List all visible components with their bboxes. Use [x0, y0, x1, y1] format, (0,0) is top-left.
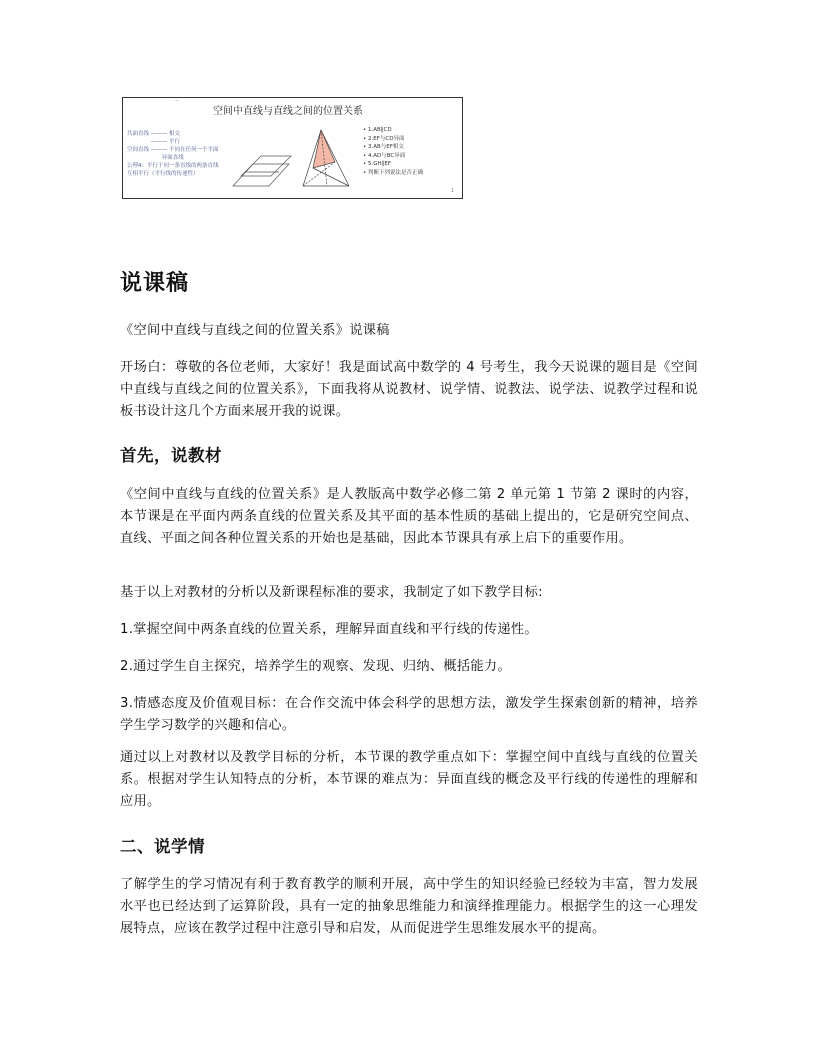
- slide-right-line: • 4.AD与BC异面: [363, 152, 406, 159]
- goal-item-2: 2.通过学生自主探究，培养学生的观察、发现、归纳、概括能力。: [120, 659, 511, 674]
- slide-top-mark: ··: [175, 98, 179, 105]
- slide-right-line: • 2.EF与CD异面: [363, 135, 405, 142]
- slide-left-line: 公理4：平行于同一条直线的两条直线: [127, 163, 219, 169]
- key-points-paragraph: 通过以上对教材以及教学目标的分析，本节课的教学重点如下：掌握空间中直线与直线的位置关系。根据对学生认知特点的分析，本节课的难点为：异面直线的概念及平行线的传递性的理解和应用。: [120, 750, 698, 809]
- intro-paragraph: 开场白：尊敬的各位老师，大家好！我是面试高中数学的 4 号考生，我今天说课的题目是《空间中直线与直线之间的位置关系》，下面我将从说教材、说学情、说教法、说学法、说教学过程和说板书设计这几个方面来展开我的说课。: [120, 360, 698, 419]
- slide-title: 空间中直线与直线之间的位置关系: [213, 106, 363, 117]
- slide-right-line: • 判断下列说法是否正确: [363, 169, 423, 176]
- goal-item-3: 3.情感态度及价值观目标：在合作交流中体会科学的思想方法，激发学生探索创新的精神，培养学生学习数学的兴趣和信心。: [120, 696, 698, 733]
- slide-left-line: 共面直线 ——— 相交: [127, 131, 180, 137]
- slide-thumbnail: [122, 97, 463, 199]
- slide-left-line: 互相平行（平行线的传递性）: [127, 171, 199, 177]
- planes-figure: [233, 156, 291, 186]
- slide-left-line: 异面直线: [127, 155, 184, 161]
- document-subtitle: 《空间中直线与直线之间的位置关系》说课稿: [120, 323, 390, 338]
- document-title: 说课稿: [120, 271, 190, 296]
- slide-right-line: • 1.AB∥CD: [363, 127, 392, 133]
- slide-right-line: • 3.AB与EF相交: [363, 144, 404, 150]
- slide-left-line: ——— 平行: [127, 139, 180, 145]
- students-paragraph: 了解学生的学习情况有利于教育教学的顺利开展，高中学生的知识经验已经较为丰富，智力发展水平也已经达到了运算阶段，具有一定的抽象思维能力和演绎推理能力。根据学生的这一心理发展特点，应该在教学过程中注意引导和启发，从而促进学生思维发展水平的提高。: [120, 877, 698, 936]
- geometry-figures: [227, 122, 359, 196]
- slide-left-line: 空间直线 ——— 不同在任何一个平面: [127, 147, 219, 153]
- slide-left-notes: [127, 130, 223, 178]
- tetrahedron-figure: [303, 130, 349, 186]
- goal-item-1: 1.掌握空间中两条直线的位置关系，理解异面直线和平行线的传递性。: [120, 622, 538, 637]
- slide-right-notes: [363, 126, 459, 177]
- section-heading-textbook: 首先，说教材: [120, 446, 222, 465]
- slide-right-line: • 5.GH∥EF: [363, 161, 392, 167]
- slide-page-number: 1: [450, 188, 454, 194]
- textbook-paragraph: 《空间中直线与直线的位置关系》是人教版高中数学必修二第 2 单元第 1 节第 2 课时的内容，本节课是在平面内两条直线的位置关系及其平面的基本性质的基础上提出的，它是研究空间点、直线、平面之间各种位置关系的开始也是基础，因此本节课具有承上启下的重要作用。: [120, 487, 698, 546]
- goals-intro-paragraph: 基于以上对教材的分析以及新课程标准的要求，我制定了如下教学目标:: [120, 585, 543, 600]
- section-heading-students: 二、说学情: [120, 837, 205, 856]
